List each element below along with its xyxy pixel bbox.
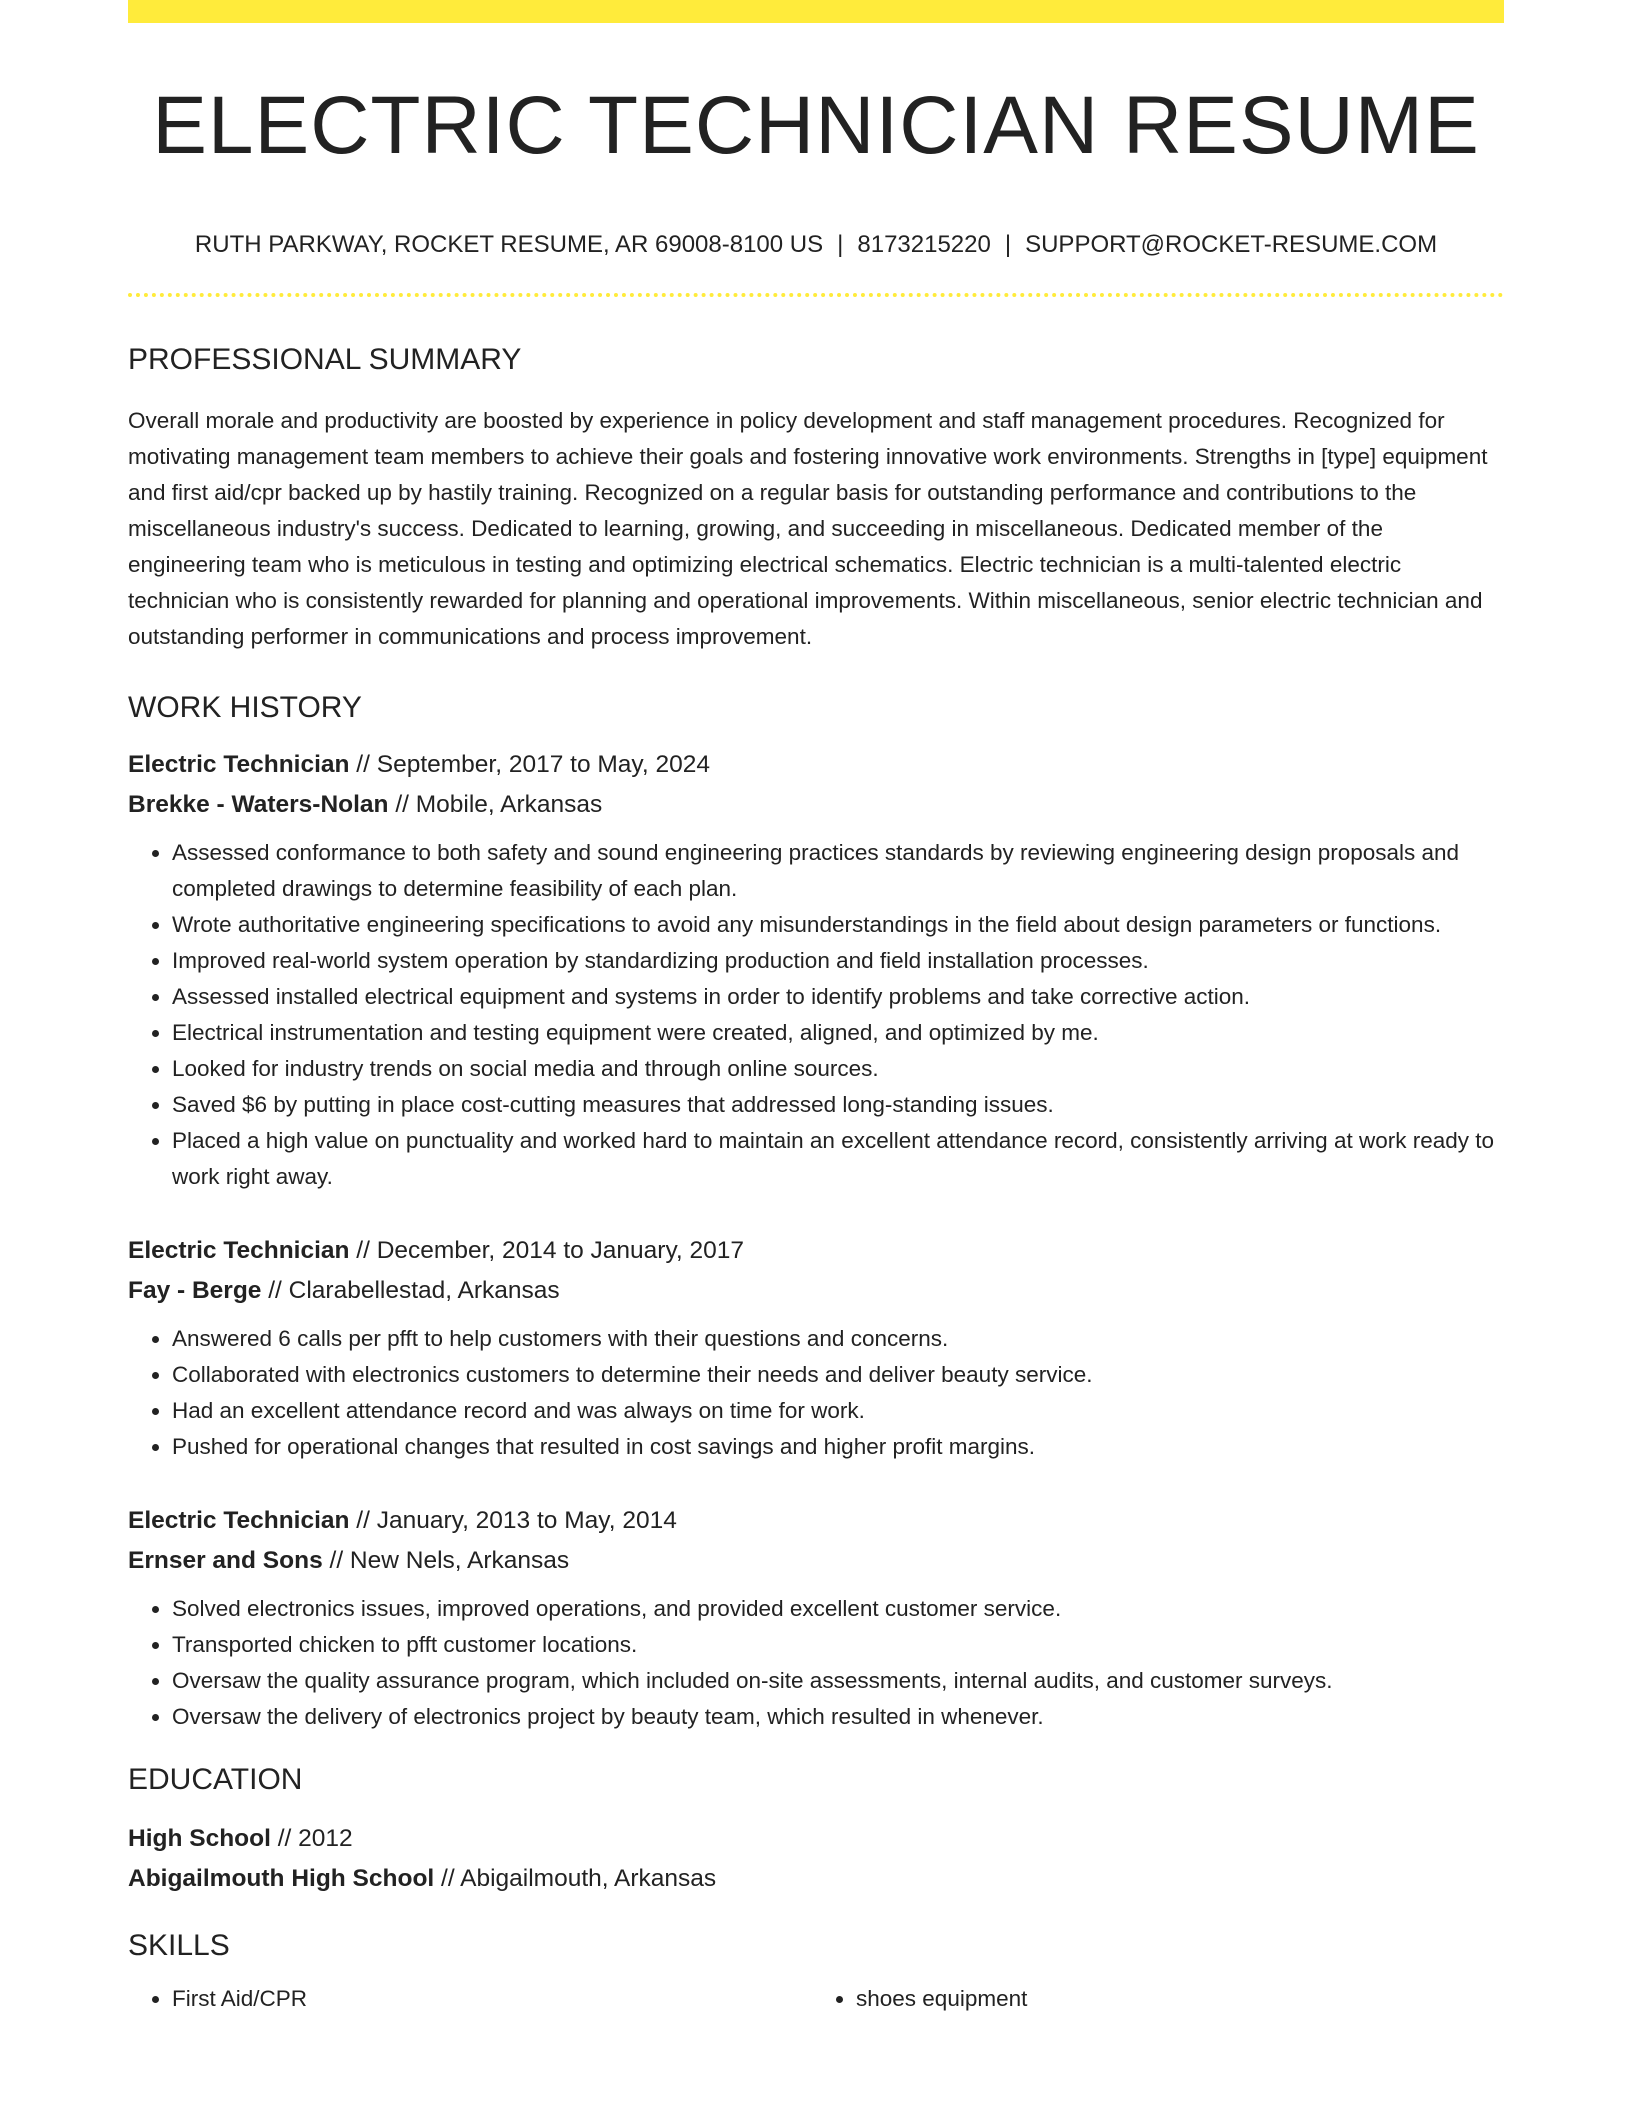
job-company: Brekke - Waters-Nolan: [128, 791, 389, 818]
list-item: • Answered 6 calls per pfft to help customers with their questions and concerns.: [172, 1321, 1504, 1357]
list-item: • Wrote authoritative engineering specifications to avoid any misunderstandings in the field about design parameters or functions.: [172, 907, 1504, 943]
list-item: • Assessed installed electrical equipment and systems in order to identify problems and take corrective action.: [172, 979, 1504, 1015]
job-title-line: [128, 745, 1504, 785]
job-company-line: [128, 1271, 1504, 1311]
contact-line: [128, 233, 1504, 257]
skills-right-column: [812, 1981, 1496, 2017]
job-dates: // January, 2013 to May, 2014: [349, 1507, 677, 1534]
education-heading: EDUCATION: [128, 1763, 303, 1796]
contact-address: RUTH PARKWAY, ROCKET RESUME, AR 69008-8100 US: [194, 231, 824, 258]
resume-title: ELECTRIC TECHNICIAN RESUME: [152, 80, 1480, 171]
job-bullets: [128, 1591, 1504, 1735]
job-title-line: [128, 1501, 1504, 1541]
top-accent-bar: [128, 0, 1504, 23]
list-item: • Saved $6 by putting in place cost-cutting measures that addressed long-standing issues.: [172, 1087, 1504, 1123]
job-entry: [128, 1501, 1504, 1735]
education-degree: High School: [128, 1825, 271, 1852]
contact-separator: |: [1004, 231, 1012, 258]
list-item: • Transported chicken to pfft customer locations.: [172, 1627, 1504, 1663]
list-item: • Oversaw the delivery of electronics project by beauty team, which resulted in whenever.: [172, 1699, 1504, 1735]
job-company-line: [128, 785, 1504, 825]
resume-page: [128, 0, 1504, 2017]
education-year: // 2012: [270, 1825, 353, 1852]
job-bullets: [128, 835, 1504, 1195]
list-item: • Pushed for operational changes that resulted in cost savings and higher profit margins.: [172, 1429, 1504, 1465]
list-item: • Placed a high value on punctuality and worked hard to maintain an excellent attendance record, consistently arriving at work ready to work right away.: [172, 1123, 1504, 1195]
education-degree-line: [128, 1819, 1504, 1859]
skills-columns: [128, 1981, 1504, 2017]
education-location: // Abigailmouth, Arkansas: [434, 1865, 717, 1892]
job-location: // Clarabellestad, Arkansas: [261, 1277, 560, 1304]
job-location: // Mobile, Arkansas: [388, 791, 603, 818]
skill-item: • First Aid/CPR: [172, 1981, 812, 2017]
job-title: Electric Technician: [128, 1237, 350, 1264]
work-history-heading: WORK HISTORY: [128, 691, 362, 724]
job-entry: [128, 1231, 1504, 1465]
skills-heading: SKILLS: [128, 1929, 230, 1962]
list-item: • Had an excellent attendance record and was always on time for work.: [172, 1393, 1504, 1429]
education-school: Abigailmouth High School: [128, 1865, 435, 1892]
dotted-divider: [128, 293, 1504, 297]
contact-separator: |: [837, 231, 844, 258]
summary-text: Overall morale and productivity are boosted by experience in policy development and staff management procedures. Recognized for motivating management team members to achieve their goals and fostering innovative work environments. Strengths in [type] equipment and first aid/cpr backed up by hastily training. Recognized on a regular basis for outstanding performance and contributions to the miscellaneous industry's success. Dedicated to learning, growing, and succeeding in miscellaneous. Dedicated member of the engineering team who is meticulous in testing and optimizing electrical schematics. Electric technician is a multi-talented electric technician who is consistently rewarded for planning and operational improvements. Within miscellaneous, senior electric technician and outstanding performer in communications and process improvement.: [128, 408, 1488, 649]
education-school-line: [128, 1859, 1504, 1899]
contact-phone: 8173215220: [857, 231, 991, 258]
job-entry: [128, 745, 1504, 1195]
summary-heading: PROFESSIONAL SUMMARY: [128, 343, 522, 376]
job-company: Ernser and Sons: [128, 1547, 323, 1574]
job-location: // New Nels, Arkansas: [322, 1547, 570, 1574]
job-company: Fay - Berge: [128, 1277, 262, 1304]
list-item: • Collaborated with electronics customers to determine their needs and deliver beauty service.: [172, 1357, 1504, 1393]
list-item: • Solved electronics issues, improved operations, and provided excellent customer service.: [172, 1591, 1504, 1627]
list-item: • Assessed conformance to both safety and sound engineering practices standards by reviewing engineering design proposals and completed drawings to determine feasibility of each plan.: [172, 835, 1504, 907]
job-dates: // September, 2017 to May, 2024: [349, 751, 710, 778]
list-item: • Looked for industry trends on social media and through online sources.: [172, 1051, 1504, 1087]
job-dates: // December, 2014 to January, 2017: [349, 1237, 745, 1264]
job-title: Electric Technician: [128, 1507, 350, 1534]
list-item: • Electrical instrumentation and testing equipment were created, aligned, and optimized by me.: [172, 1015, 1504, 1051]
list-item: • Improved real-world system operation by standardizing production and field installation processes.: [172, 943, 1504, 979]
job-title-line: [128, 1231, 1504, 1271]
job-title: Electric Technician: [128, 751, 350, 778]
skill-item: • shoes equipment: [856, 1981, 1496, 2017]
job-company-line: [128, 1541, 1504, 1581]
education-entry: [128, 1819, 1504, 1899]
contact-email: SUPPORT@ROCKET-RESUME.COM: [1025, 231, 1438, 258]
list-item: • Oversaw the quality assurance program, which included on-site assessments, internal audits, and customer surveys.: [172, 1663, 1504, 1699]
job-bullets: [128, 1321, 1504, 1465]
skills-left-column: [128, 1981, 812, 2017]
